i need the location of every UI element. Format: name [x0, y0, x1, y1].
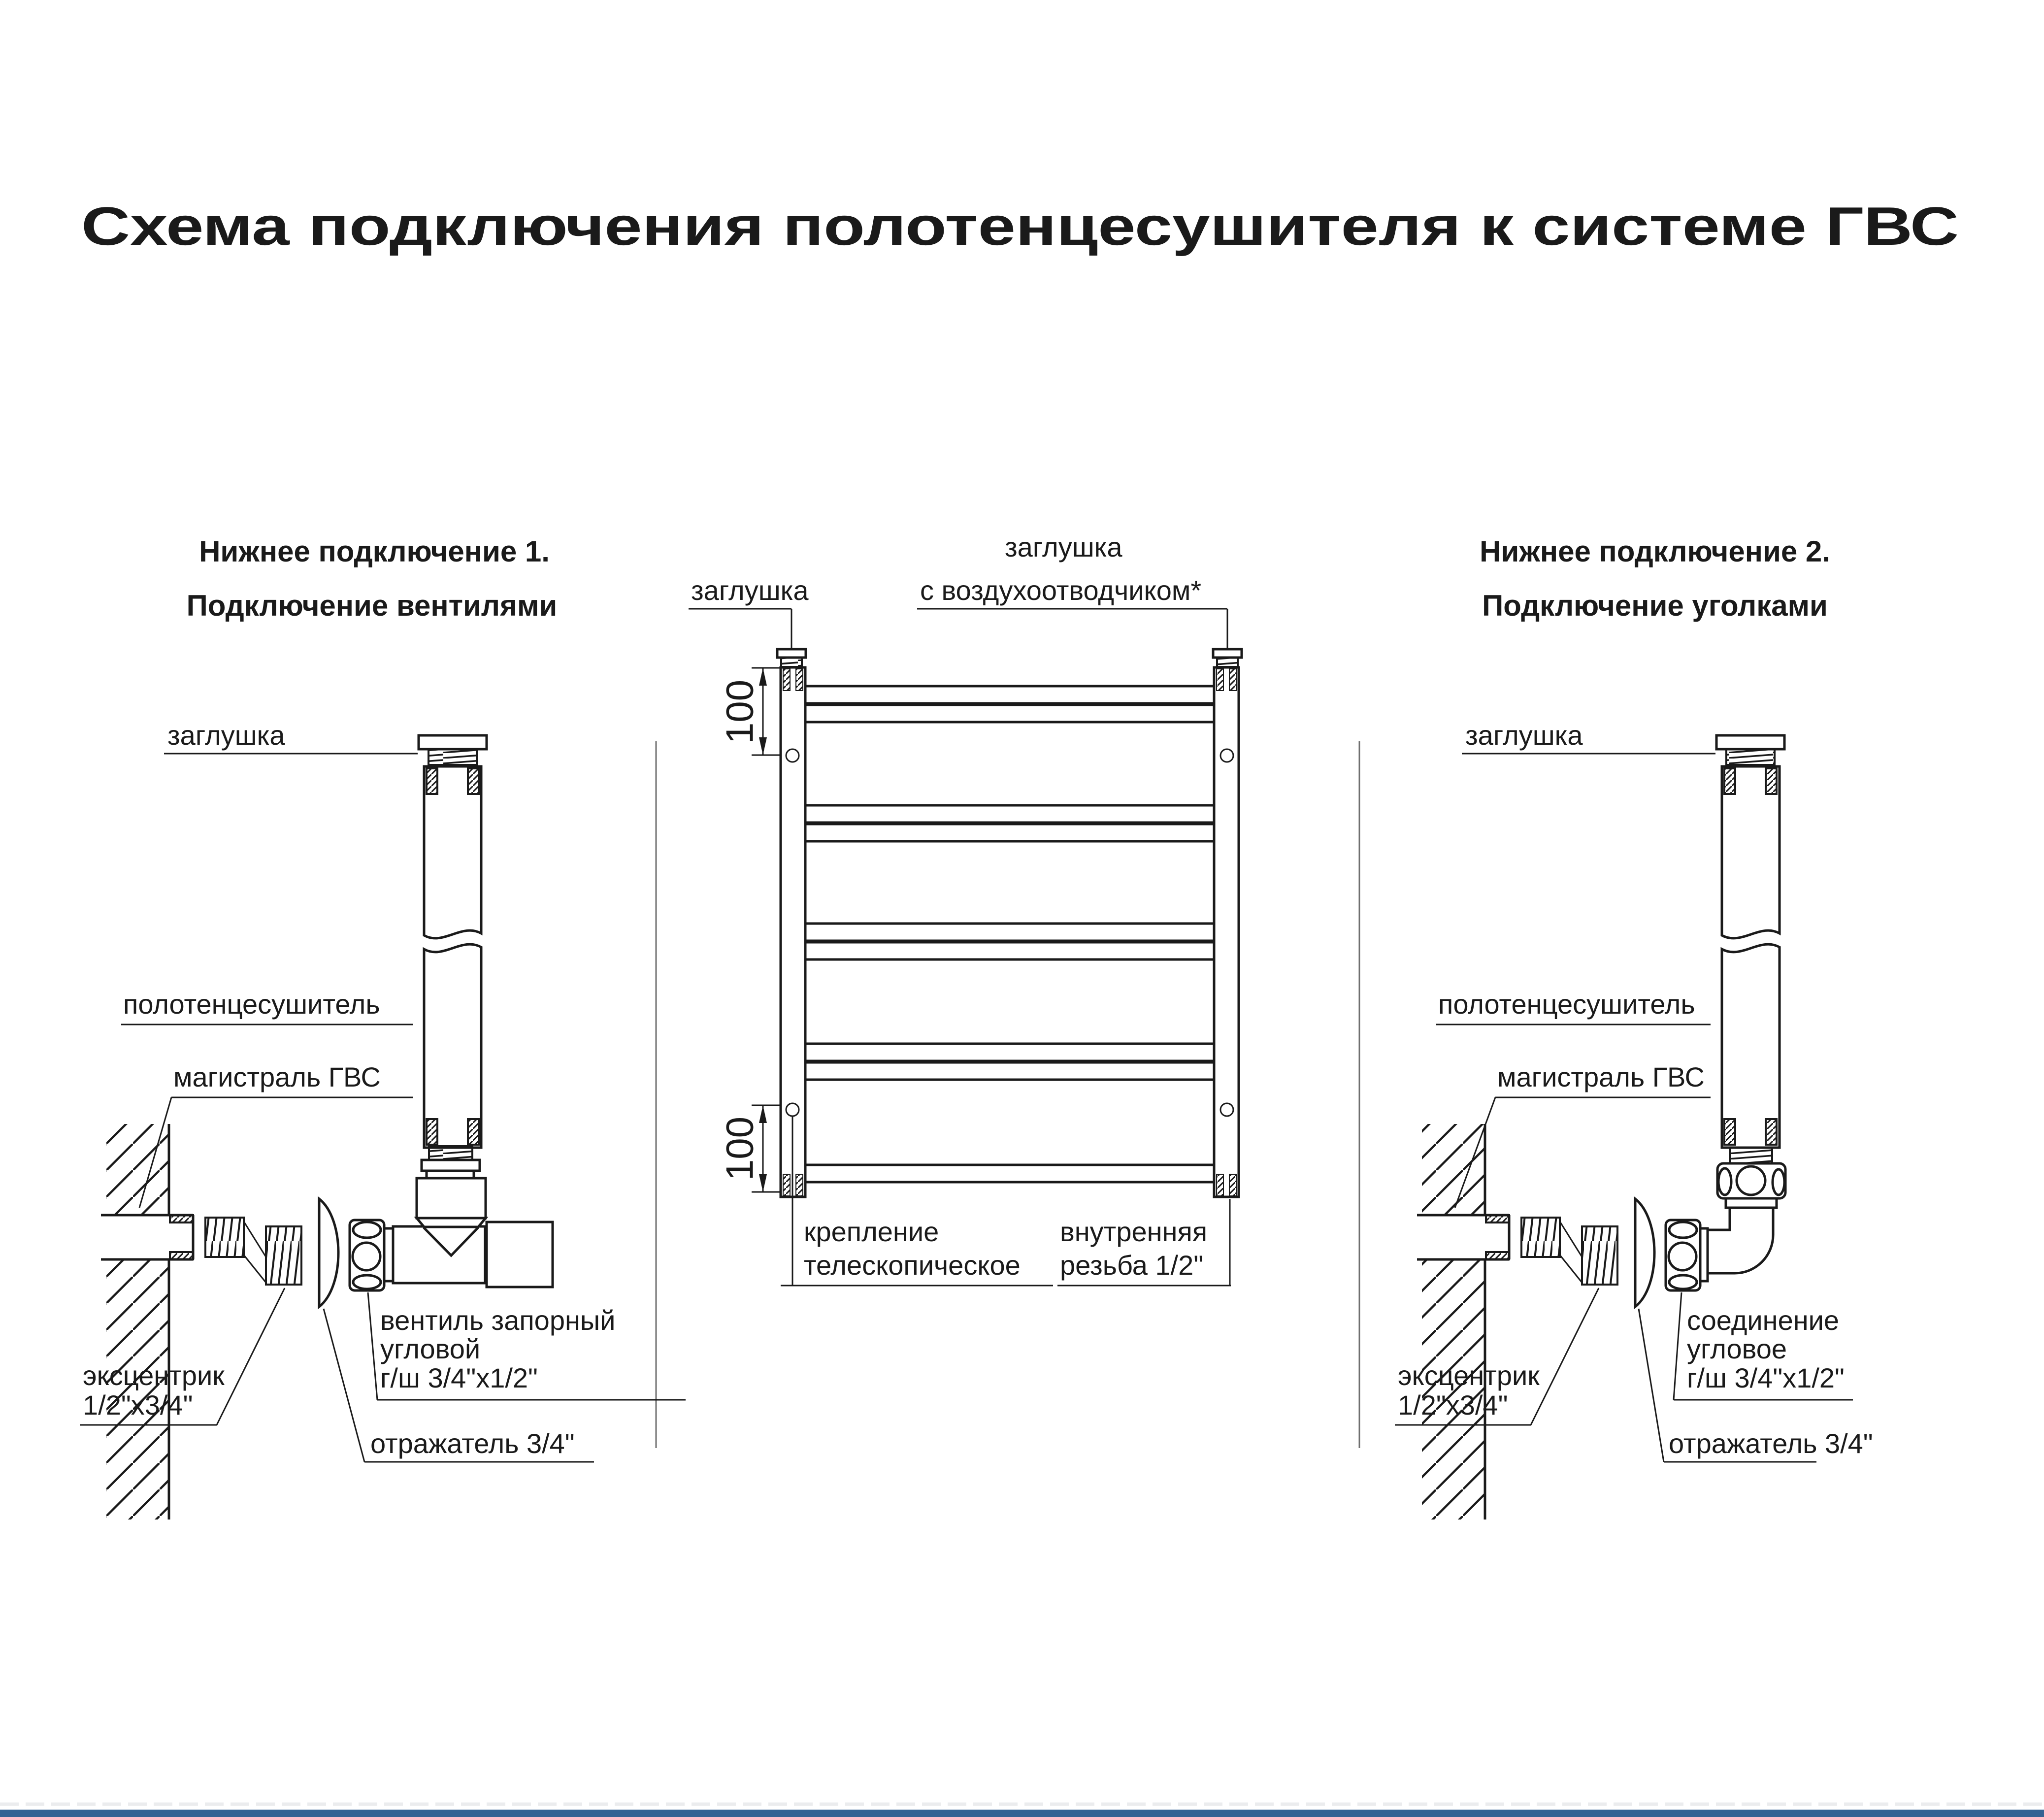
cap-drawing	[419, 735, 487, 765]
towel-rail-label: полотенцесушитель	[123, 989, 380, 1020]
page-title: Схема подключения полотенцесушителя к системе ГВС	[81, 196, 1959, 257]
rail-rungs	[804, 686, 1215, 1182]
supply-pipe-drawing	[101, 1215, 193, 1259]
eccentric-label-line2: 1/2"х3/4"	[1398, 1389, 1508, 1421]
inner-thread-label-line2: резьба 1/2"	[1060, 1250, 1204, 1281]
right-heading-line1: Нижнее подключение 2.	[1480, 535, 1830, 568]
wall-drawing	[1422, 1124, 1485, 1520]
left-connection-diagram	[80, 535, 686, 1520]
cap-label: заглушка	[1465, 720, 1583, 751]
left-heading-line1: Нижнее подключение 1.	[199, 535, 550, 568]
dimension-top-value: 100	[718, 679, 761, 744]
cap-plain-label: заглушка	[691, 575, 809, 606]
corner-label-line3: г/ш 3/4"х1/2"	[1687, 1362, 1845, 1393]
center-rail-diagram	[689, 531, 1242, 1286]
corner-label-line1: соединение	[1687, 1305, 1840, 1336]
eccentric-label-line1: эксцентрик	[1398, 1360, 1540, 1391]
right-heading-line2: Подключение уголками	[1482, 589, 1828, 622]
towel-rail-pipe-drawing	[424, 766, 481, 1148]
cap-air-vent-label-line1: заглушка	[1005, 531, 1122, 562]
eccentric-label-line1: эксцентрик	[83, 1360, 225, 1391]
corner-label-line2: угловое	[1687, 1333, 1787, 1364]
cap-air-vent-label-line2: с воздухоотводчиком*	[920, 575, 1202, 606]
wall-drawing	[106, 1124, 169, 1520]
cap-label: заглушка	[167, 720, 285, 751]
inner-thread-label-line1: внутренняя	[1060, 1216, 1208, 1247]
reflector-drawing	[1635, 1199, 1654, 1307]
mount-label-line2: телескопическое	[804, 1250, 1021, 1281]
mount-label-line1: крепление	[804, 1216, 939, 1247]
dimension-bottom-value: 100	[718, 1116, 761, 1181]
eccentric-drawing	[1521, 1218, 1617, 1285]
eccentric-label-line2: 1/2"х3/4"	[83, 1389, 193, 1421]
left-heading-line2: Подключение вентилями	[186, 589, 558, 622]
valve-label-line1: вентиль запорный	[380, 1305, 616, 1336]
valve-label-line2: угловой	[380, 1333, 481, 1364]
cap-plain-drawing	[777, 649, 806, 667]
towel-rail-label: полотенцесушитель	[1438, 989, 1695, 1020]
reflector-drawing	[319, 1199, 338, 1307]
cap-drawing	[1716, 735, 1784, 765]
elbow-drawing	[1666, 1148, 1785, 1290]
footer-bar	[0, 1810, 2044, 1817]
right-connection-diagram	[1395, 535, 1873, 1520]
hot-water-main-label: магистраль ГВС	[1497, 1061, 1705, 1092]
valve-drawing	[350, 1146, 553, 1290]
dimension-top-100	[718, 668, 780, 755]
eccentric-drawing	[205, 1218, 301, 1285]
cap-air-vent-drawing	[1213, 649, 1242, 667]
dimension-bottom-100	[718, 1105, 780, 1192]
valve-label-line3: г/ш 3/4"х1/2"	[380, 1362, 538, 1393]
towel-rail-pipe-drawing	[1722, 766, 1780, 1148]
hot-water-main-label: магистраль ГВС	[173, 1061, 381, 1092]
reflector-label: отражатель 3/4"	[370, 1428, 575, 1459]
supply-pipe-drawing	[1417, 1215, 1509, 1259]
reflector-label: отражатель 3/4"	[1669, 1428, 1873, 1459]
